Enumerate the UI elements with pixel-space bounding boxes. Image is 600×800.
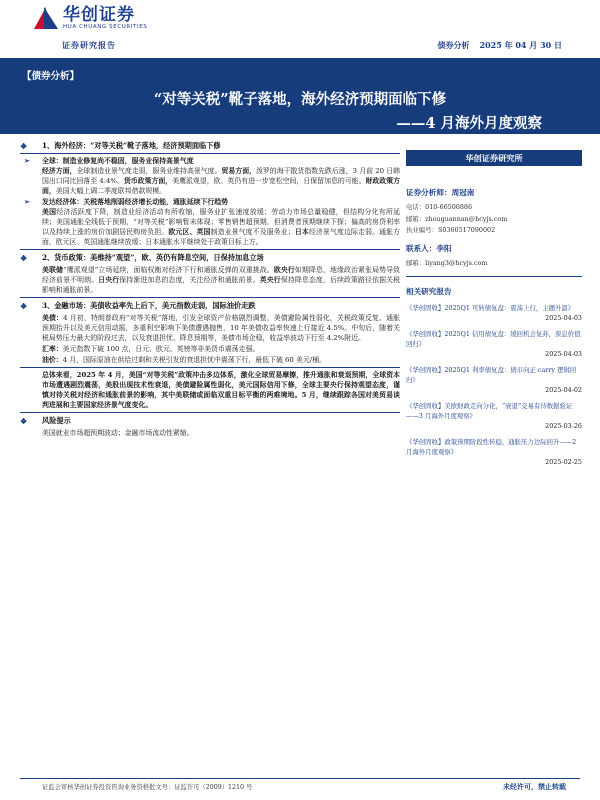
report-date: 2025 年 04 月 30 日 (479, 40, 562, 50)
related-report[interactable]: 《华创固收】政策预期阶段性转稳，通胀压力边际回升——2 月海外月度观察》 2025-02-25 (406, 438, 582, 466)
related-report-date: 2025-04-03 (545, 314, 582, 322)
doc-type: 证券研究报告 (62, 40, 116, 50)
report-subtitle: ——4 月海外月度观察 (396, 115, 542, 132)
analyst-email[interactable]: 邮箱：zhouguannan@hcyjs.com (406, 214, 508, 223)
related-report-date: 2025-02-25 (545, 458, 582, 466)
diamond-bullet-icon: ❖ (20, 141, 28, 151)
section-heading-risk: ❖ 风险提示 (20, 416, 71, 426)
report-title: “对等关税”靴子落地，海外经济预期面临下修 (153, 91, 447, 108)
divider (20, 153, 400, 154)
section-heading-economy: ❖ 1、海外经济：“对等关税”靴子落地，经济预期面临下修 (20, 141, 221, 151)
brand-logo (34, 6, 147, 30)
paragraph-monetary: 美联储“鹰派观望”立场延续，面临权衡对经济下行和通胀反弹的双重挑战。欧央行如期降息，地缘政治紧张局势导致经济前景不明朗。日央行保持渐进加息的态度，关注经济和通胀前景。英央行保持降息态度，后续政策路径依据关税影响和通胀前景。 (42, 266, 401, 294)
category-tag: 【债券分析】 (22, 71, 80, 82)
paragraph-bonds: 美债：4 月初，特朗普政府“对等关税”落地，引发全球资产价格剧烈调整，美债避险属性弱化，关税政策反复、通胀预期抬升以及美元信用动摇，多重利空影响下美债遭遇抛售，10 年美债收益率快速上行接近 4.5%。中旬后，随着关税局势压力最大的阶段过去，以及衰退担忧、降息预期等，美债市场企稳，收益率波动下行至 4.2%附近。 (42, 314, 401, 342)
paragraph-global: 经济方面，全球制造业景气度走弱，服务业维持高景气度。贸易方面，泼罗的海干散货指数先跌后涨，3 月前 20 日韩国出口同比回落至 4.4%。货币政策方面，美鹰派观望，欧、英仍有进一步宽松空间，日保留加息的可能。财政政策方面，美国大幅上调二季度联邦借款规模。 (42, 167, 401, 195)
summary-column (20, 138, 400, 439)
subheading-global: ➢ 全球：制造业修复尚不稳固，服务业保持高景气度 (20, 156, 400, 166)
brand-logo-icon (34, 7, 58, 29)
related-report[interactable]: 《华创固收】2025Q1 利率债复盘：债市向正 carry 逻辑回归》 2025-04-02 (406, 366, 582, 394)
related-report-date: 2025-04-02 (545, 386, 582, 394)
subheading-developed: ➢ 发达经济体：关税落地削弱经济增长动能，通胀延续下行趋势 (20, 197, 400, 207)
related-report[interactable]: 《华创固收】2025Q1 信用债复盘：缓回机会复苏，票息价值回归》 2025-04-03 (406, 330, 582, 358)
contact-person: 联系人：李阳 (406, 243, 452, 253)
contact-info (406, 258, 582, 270)
section-heading-markets: ❖ 3、金融市场：美债收益率先上后下，美元指数走弱，国际油价走跌 (20, 301, 256, 311)
diamond-bullet-icon: ❖ (20, 416, 28, 426)
related-report[interactable]: 《华创固收】美欧财政走向分化，“衰退”交易有待数据验证——3 月海外月度观察》 2025-03-26 (406, 402, 582, 430)
analyst: 证券分析师：周冠南 (406, 188, 475, 197)
analyst-phone: 电话：010-66500886 (406, 203, 473, 211)
paragraph-risk: 美国就业市场超预期波动；金融市场流动性紧缩。 (42, 429, 194, 437)
divider (20, 249, 400, 250)
related-report-date: 2025-03-26 (545, 422, 582, 430)
title-banner (0, 58, 600, 134)
arrow-bullet-icon: ➢ (24, 156, 30, 165)
analyst-info (406, 202, 582, 237)
brand-name-cn: 华创证券 (63, 5, 135, 25)
footer-divider (20, 778, 580, 779)
paragraph-oil: 油价：4 月，国际原油在供给过剩和关税引发的衰退担忧中震荡下行，最低下破 60 美元/桶。 (42, 356, 326, 364)
diamond-bullet-icon: ❖ (20, 253, 28, 263)
related-reports-title: 相关研究报告 (406, 287, 452, 296)
brand-name-en: HUA CHUANG SECURITIES (63, 24, 148, 30)
report-meta (438, 40, 562, 51)
divider (20, 297, 400, 298)
paragraph-developed: 美国经济活跃度下降，制造业经济活动有所收缩，服务业扩张速度放缓；劳动力市场总量稳健，但结构分化有所延续；美国通胀全线低于预期，“对等关税”影响暂未体现；零售销售超预期，但消费者预期继续下探；偏高的房贷利率以及持续上涨的房价加剧居民购房负担。欧元区、英国制造业景气度不及服务业；日本经济景气度边际走弱。通胀方面，欧元区、英国通胀继续放缓；日本通胀水平继续处于政策目标上方。 (42, 208, 401, 246)
paragraph-summary: 总体来看，2025 年 4 月，美国“对等关税”政策冲击多边体系，激化全球贸易摩擦，推升通胀和衰退预期，全球资本市场遭遇剧烈震荡，美股出现技术性衰退，美债避险属性弱化，美元国际信用下修，全球主要央行保持观望态度，谨慎对待关税对经济和通胀前景的影响，其中美联储或面临双重目标平衡的两难境地。5 月，继续跟踪各国对美贸易谈判进展和主要国家经济景气度变化。 (42, 371, 401, 409)
diamond-bullet-icon: ❖ (20, 301, 28, 311)
related-report-date: 2025-04-03 (545, 350, 582, 358)
divider (20, 367, 400, 368)
divider (20, 412, 400, 413)
analyst-license: 执业编号：S0360517090002 (406, 226, 496, 234)
footer-license: 证监会审核华创证券投资咨询业务资格批文号：证监许可（2009）1210 号 (42, 784, 253, 791)
page-footer (0, 768, 600, 800)
section-heading-monetary: ❖ 2、货币政策：美维持“观望”，欧、英仍有降息空间，日保持加息立场 (20, 253, 264, 263)
arrow-bullet-icon: ➢ (24, 197, 30, 206)
footer-copyright: 未经许可，禁止转载 (503, 782, 566, 791)
related-report[interactable]: 《华创固收】2025Q1 可转债复盘：震荡上行，主题升温》 2025-04-03 (406, 304, 582, 322)
page-header (0, 0, 600, 60)
paragraph-fx: 汇率：美元指数下破 100 点，日元、欧元、英镑等非美货币震荡走强。 (42, 345, 260, 353)
sidebar-title: 华创证券研究所 (406, 150, 582, 166)
sidebar (406, 150, 582, 467)
divider (406, 276, 582, 277)
report-type: 债券分析 (437, 40, 470, 50)
contact-email[interactable]: 邮箱：liyang3@hcyjs.com (406, 258, 488, 267)
